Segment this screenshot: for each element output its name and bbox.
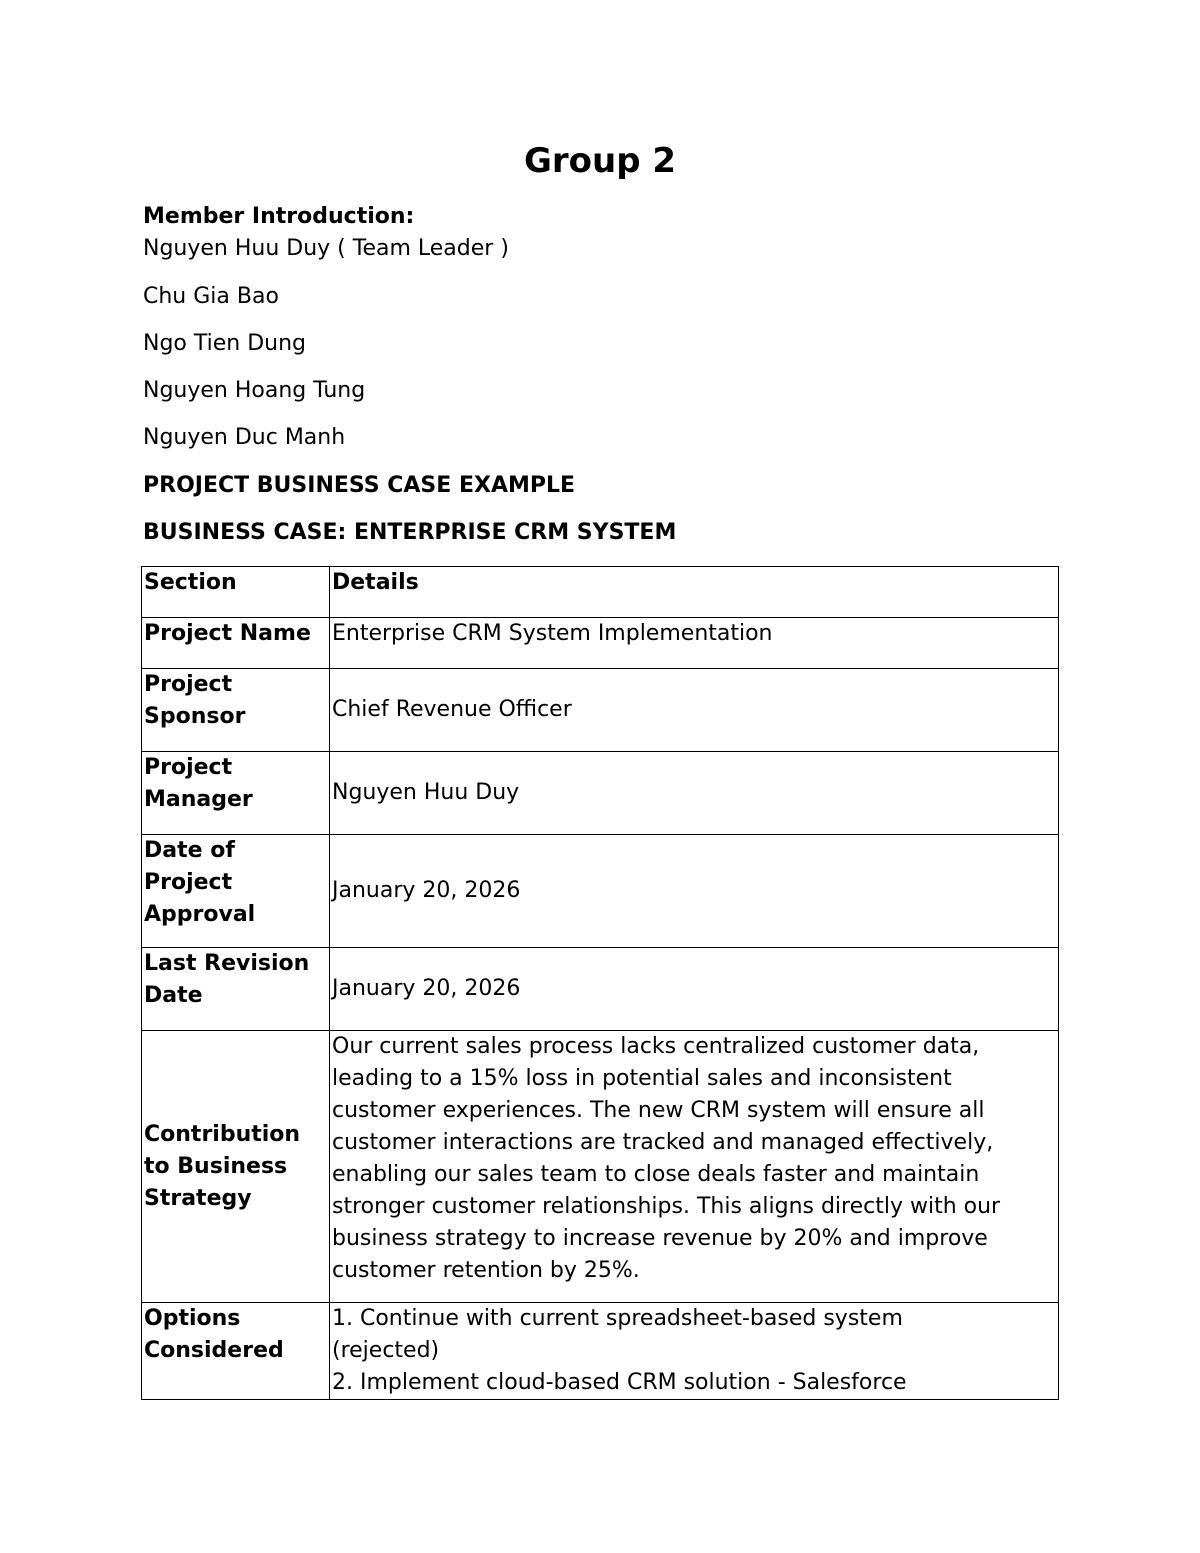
details-cell xyxy=(330,618,1059,669)
member-name: Nguyen Duc Manh xyxy=(143,425,346,450)
member-name: Ngo Tien Dung xyxy=(143,331,307,356)
section-cell xyxy=(142,618,330,669)
details-text-line: Our current sales process lacks centralized customer data, xyxy=(332,1034,980,1059)
section-label-line: Project xyxy=(144,672,233,697)
details-text: January 20, 2026 xyxy=(332,976,521,1001)
details-text-line: business strategy to increase revenue by 20% and improve xyxy=(332,1226,988,1251)
section-cell xyxy=(142,669,330,752)
details-cell xyxy=(330,1303,1059,1400)
details-text-line: (rejected) xyxy=(332,1338,440,1363)
section-cell xyxy=(142,1031,330,1303)
details-cell xyxy=(330,752,1059,835)
section-cell xyxy=(142,835,330,948)
section-label-line: Options xyxy=(144,1306,241,1331)
table-row-project-name xyxy=(142,618,1059,669)
section-label: Project Name xyxy=(144,621,311,646)
section-label-line: to Business xyxy=(144,1153,288,1179)
business-case-table xyxy=(141,566,1059,1400)
details-text-line: enabling our sales team to close deals faster and maintain xyxy=(332,1162,980,1187)
section-label-line: Project xyxy=(144,870,233,895)
table-row-project-manager xyxy=(142,752,1059,835)
section-label-line: Date xyxy=(144,983,203,1008)
document-title: Group 2 xyxy=(523,141,677,181)
table-row-last-revision-date xyxy=(142,948,1059,1031)
header-section-label: Section xyxy=(144,570,237,595)
details-cell xyxy=(330,669,1059,752)
details-text-line: leading to a 15% loss in potential sales and inconsistent xyxy=(332,1066,952,1091)
section-label-line: Manager xyxy=(144,787,253,812)
project-business-case-heading: PROJECT BUSINESS CASE EXAMPLE xyxy=(143,473,576,498)
table-row-options-considered xyxy=(142,1303,1059,1400)
header-details-label: Details xyxy=(332,570,419,595)
table-row-project-sponsor xyxy=(142,669,1059,752)
details-text-line: 2. Implement cloud-based CRM solution - Salesforce xyxy=(332,1370,907,1395)
section-label-line: Sponsor xyxy=(144,704,246,729)
details-text-line: customer interactions are tracked and managed effectively, xyxy=(332,1130,994,1155)
details-text: Enterprise CRM System Implementation xyxy=(332,621,773,646)
section-cell xyxy=(142,752,330,835)
details-cell xyxy=(330,1031,1059,1303)
member-name: Nguyen Hoang Tung xyxy=(143,378,366,403)
section-label-line: Considered xyxy=(144,1338,284,1363)
details-text: Chief Revenue Officer xyxy=(332,697,572,722)
header-details-cell xyxy=(330,567,1059,618)
section-label-line: Strategy xyxy=(144,1185,252,1211)
section-label-line: Date of xyxy=(144,838,235,863)
section-cell xyxy=(142,948,330,1031)
details-cell xyxy=(330,948,1059,1031)
details-text-line: customer retention by 25%. xyxy=(332,1258,640,1283)
section-label-line: Last Revision xyxy=(144,951,310,976)
section-cell xyxy=(142,1303,330,1400)
details-text: Nguyen Huu Duy xyxy=(332,780,520,805)
header-section-cell xyxy=(142,567,330,618)
details-text-line: stronger customer relationships. This aligns directly with our xyxy=(332,1194,1001,1219)
member-name: Nguyen Huu Duy ( Team Leader ) xyxy=(143,236,509,261)
member-introduction-heading: Member Introduction: xyxy=(143,204,415,229)
section-label-line: Project xyxy=(144,755,233,780)
business-case-heading: BUSINESS CASE: ENTERPRISE CRM SYSTEM xyxy=(143,520,677,545)
section-label-line: Contribution xyxy=(144,1121,301,1147)
table-row-contribution xyxy=(142,1031,1059,1303)
details-text-line: customer experiences. The new CRM system will ensure all xyxy=(332,1098,985,1123)
details-text-line: 1. Continue with current spreadsheet-based system xyxy=(332,1306,903,1331)
table-header-row xyxy=(142,567,1059,618)
details-text: January 20, 2026 xyxy=(332,878,521,903)
section-label-line: Approval xyxy=(144,902,256,927)
table-row-date-of-approval xyxy=(142,835,1059,948)
details-cell xyxy=(330,835,1059,948)
member-name: Chu Gia Bao xyxy=(143,284,279,309)
